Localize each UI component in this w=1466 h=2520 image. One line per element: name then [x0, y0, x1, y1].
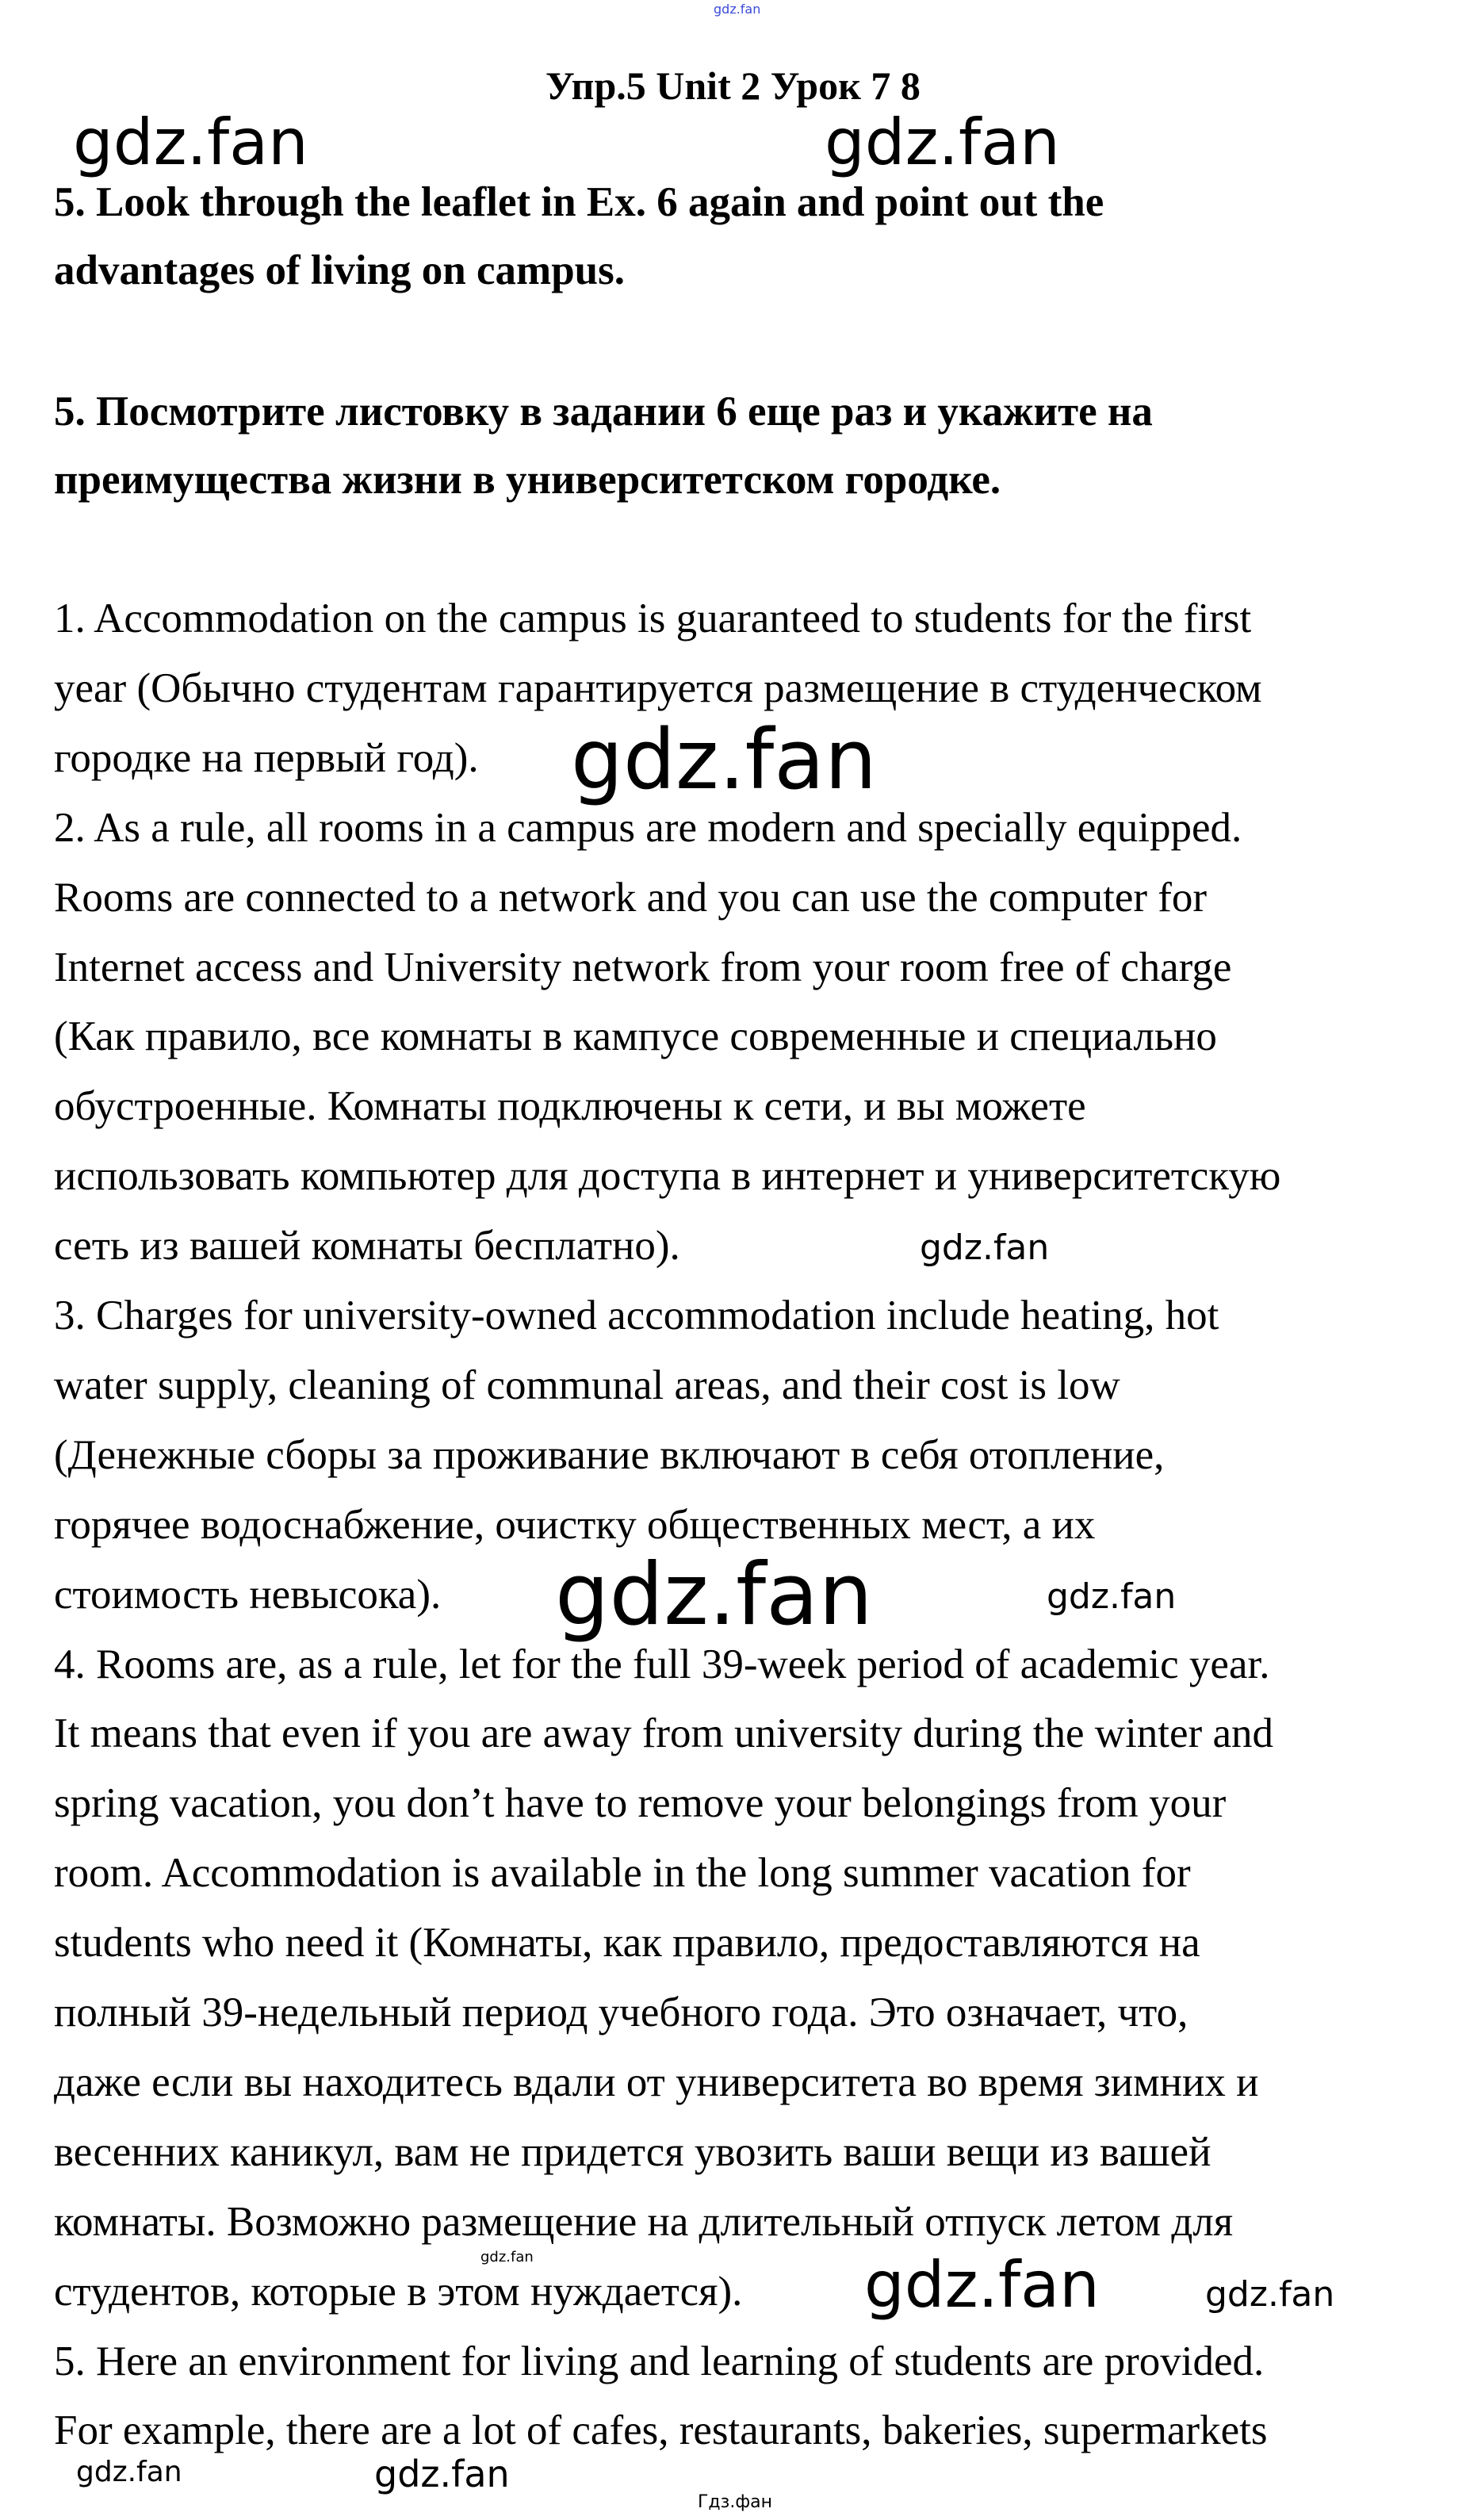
body-line: сеть из вашей комнаты бесплатно). [54, 1223, 680, 1270]
body-line: обустроенные. Комнаты подключены к сети, и вы можете [54, 1083, 1086, 1130]
body-line: room. Accommodation is available in the long summer vacation for [54, 1850, 1191, 1897]
page-title: Упр.5 Unit 2 Урок 7 8 [545, 63, 921, 108]
watermark: gdz.fan [1205, 2274, 1335, 2315]
body-line: (Как правило, все комнаты в кампусе современные и специально [54, 1013, 1217, 1060]
body-line: полный 39-недельный период учебного года. Это означает, что, [54, 1990, 1188, 2036]
watermark: gdz.fan [76, 2456, 182, 2488]
task-heading-line: 5. Look through the leaflet in Ex. 6 again and point out the [54, 179, 1104, 225]
body-line: It means that even if you are away from university during the winter and [54, 1710, 1273, 1757]
body-line: горячее водоснабжение, очистку общественных мест, а их [54, 1501, 1096, 1548]
body-line: students who need it (Комнаты, как правило, предоставляются на [54, 1920, 1200, 1967]
body-line: использовать компьютер для доступа в интернет и университетскую [54, 1153, 1281, 1200]
body-line: комнаты. Возможно размещение на длительный отпуск летом для [54, 2198, 1234, 2245]
body-line: water supply, cleaning of communal areas, and their cost is low [54, 1361, 1120, 1408]
watermark: gdz.fan [1047, 1576, 1177, 1617]
body-line: городке на первый год). [54, 734, 479, 781]
body-line: 3. Charges for university-owned accommodation include heating, hot [54, 1293, 1219, 1339]
task-heading-line: 5. Посмотрите листовку в задании 6 еще раз и укажите на [54, 389, 1153, 435]
body-line: (Денежные сборы за проживание включают в себя отопление, [54, 1431, 1165, 1478]
body-line: spring vacation, you don’t have to remove your belongings from your [54, 1780, 1227, 1827]
body-line: весенних каникул, вам не придется увозить ваши вещи из вашей [54, 2128, 1211, 2175]
body-line: 5. Here an environment for living and learning of students are provided. [54, 2338, 1265, 2384]
task-heading-line: advantages of living on campus. [54, 247, 626, 293]
watermark: gdz.fan [825, 105, 1060, 179]
body-line: For example, there are a lot of cafes, restaurants, bakeries, supermarkets [54, 2407, 1268, 2454]
body-line: Rooms are connected to a network and you can use the computer for [54, 874, 1208, 921]
task-heading-line: преимущества жизни в университетском городке. [54, 457, 1001, 503]
body-line: даже если вы находитесь вдали от университета во время зимних и [54, 2059, 1259, 2105]
body-line: студентов, которые в этом нуждается). [54, 2268, 743, 2315]
body-line: 4. Rooms are, as a rule, let for the full 39-week period of academic year. [54, 1641, 1270, 1687]
watermark: gdz.fan [864, 2248, 1100, 2322]
footer-watermark: Гдз.фан [698, 2492, 772, 2512]
body-line: Internet access and University network from your room free of charge [54, 944, 1232, 990]
body-line: стоимость невысока). [54, 1571, 442, 1618]
watermark: gdz.fan [480, 2249, 534, 2265]
watermark: gdz.fan [555, 1545, 873, 1645]
watermark: gdz.fan [920, 1227, 1050, 1268]
watermark: gdz.fan [73, 105, 308, 179]
watermark: gdz.fan [571, 711, 877, 808]
body-line: 1. Accommodation on the campus is guaranteed to students for the first [54, 596, 1252, 641]
watermark: gdz.fan [374, 2453, 510, 2495]
watermark-top: gdz.fan [714, 2, 761, 17]
body-line: year (Обычно студентам гарантируется размещение в студенческом [54, 664, 1262, 711]
body-line: 2. As a rule, all rooms in a campus are modern and specially equipped. [54, 804, 1242, 851]
